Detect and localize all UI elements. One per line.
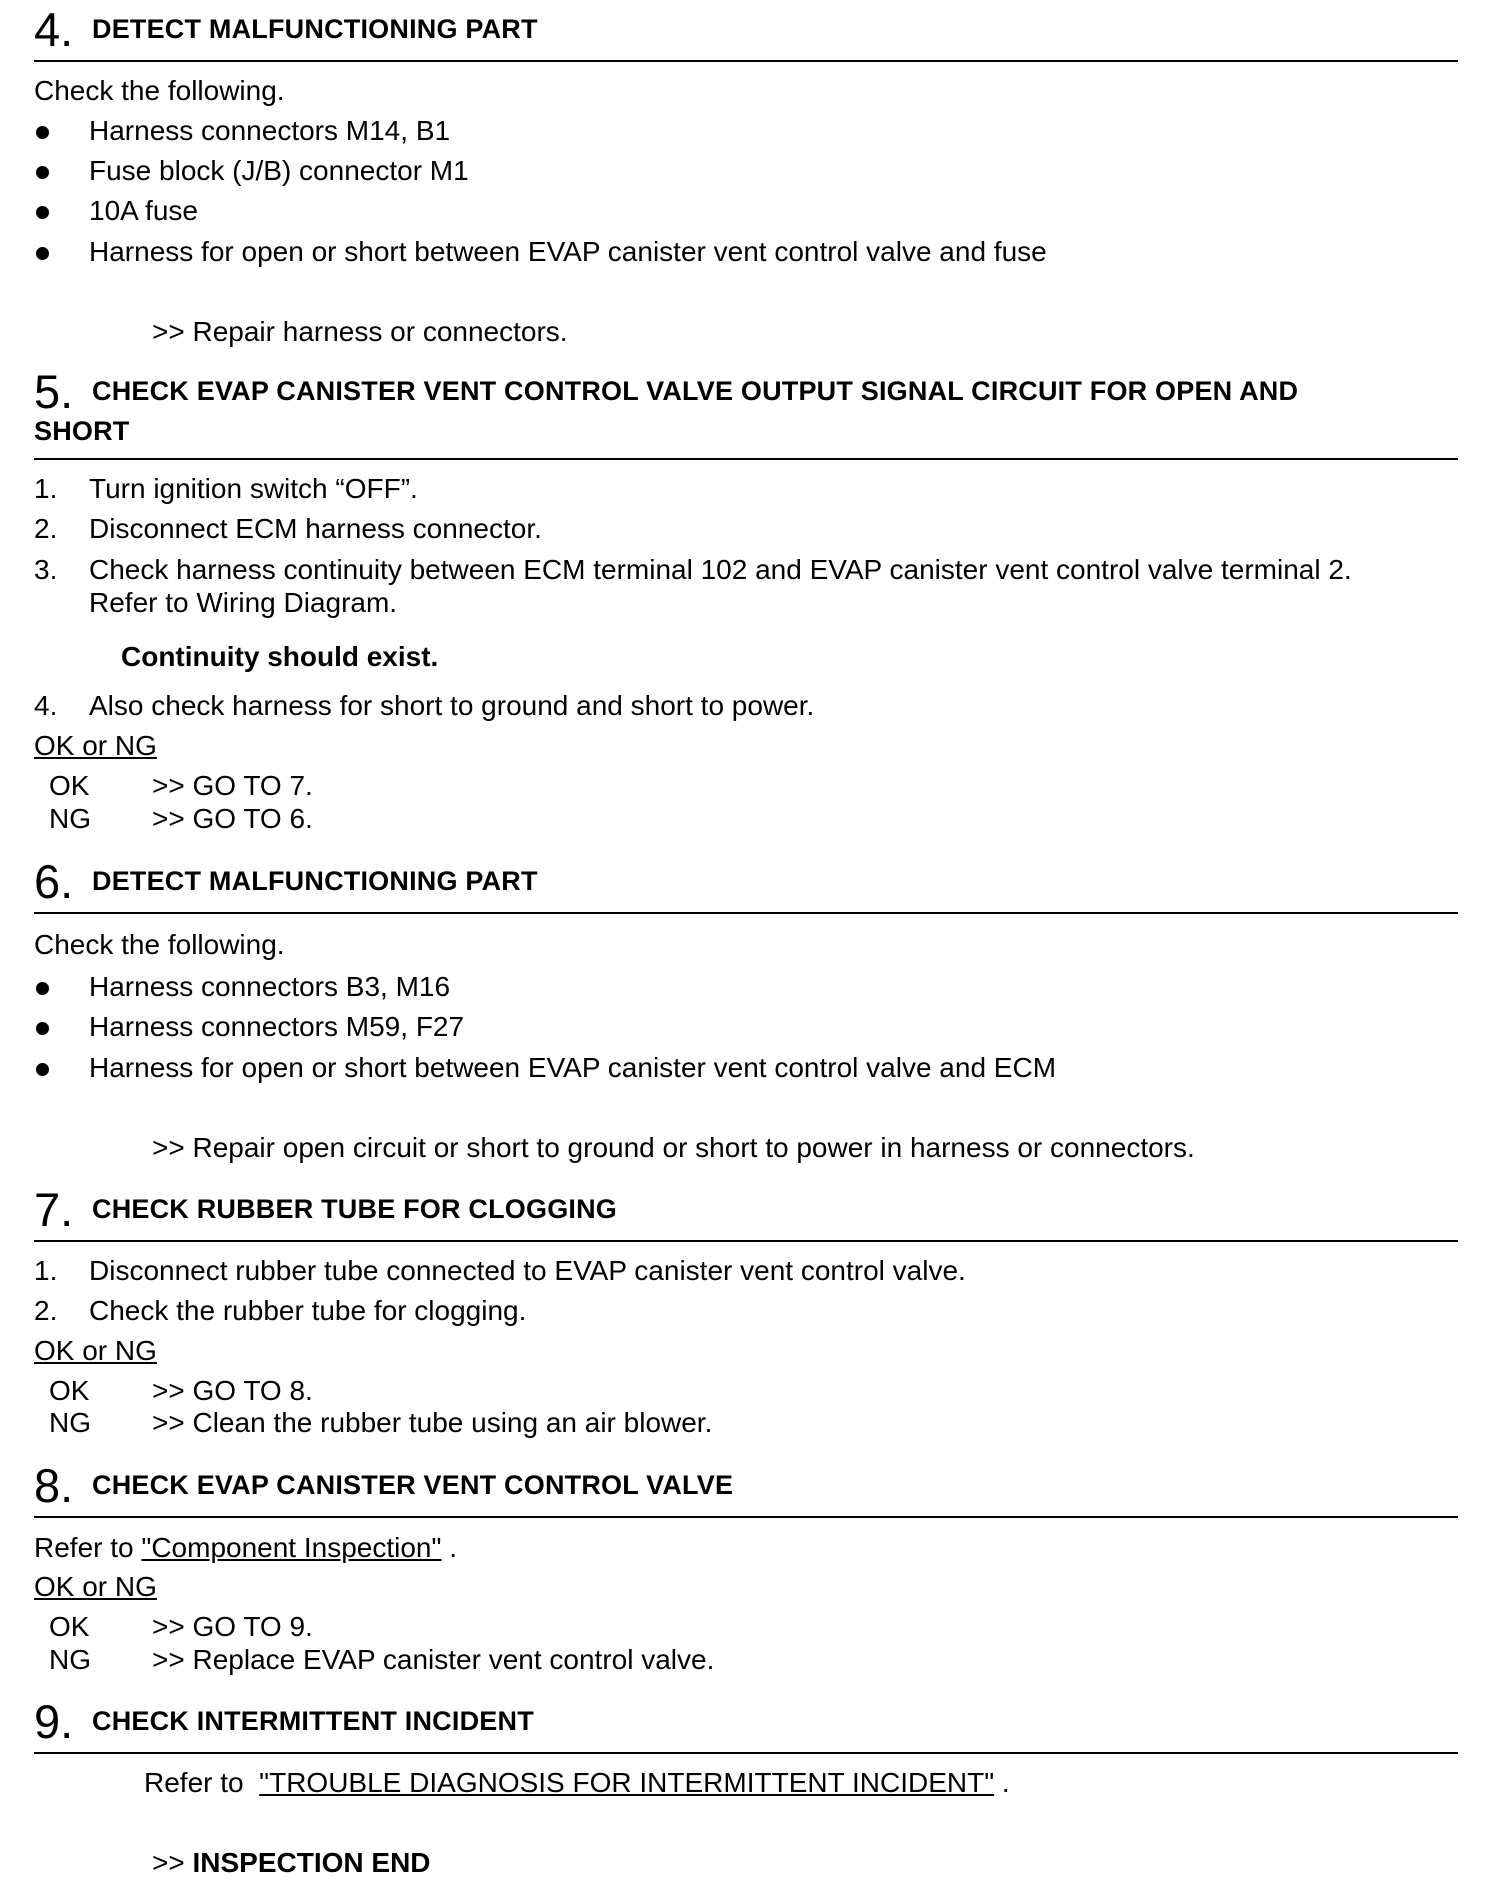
outcome-value: >> GO TO 8. [152,1375,313,1406]
section-8-header [34,1456,1458,1518]
reference-prefix: Refer to [144,1767,260,1798]
reference-suffix: . [441,1532,458,1563]
list-item: Harness connectors M59, F27 [89,1011,465,1042]
list-item: Harness for open or short between EVAP canister vent control valve and fuse [89,236,1047,267]
ok-ng-label: OK or NG [34,1571,157,1602]
reference-prefix: Refer to [34,1532,142,1563]
section-result: >> Repair open circuit or short to ground or short to power in harness or connectors. [152,1132,1195,1163]
outcome-key: OK [49,1375,90,1406]
list-item: Harness connectors B3, M16 [89,971,451,1002]
spec-note: Continuity should exist. [121,641,439,672]
section-title: CHECK EVAP CANISTER VENT CONTROL VALVE OUTPUT SIGNAL CIRCUIT FOR OPEN AND [92,376,1299,406]
bullet-icon [36,126,49,139]
section-number: 7. [34,1183,74,1236]
section-intro: Check the following. [34,929,285,960]
section-title: DETECT MALFUNCTIONING PART [92,14,538,44]
intermittent-incident-link[interactable]: "TROUBLE DIAGNOSIS FOR INTERMITTENT INCIDENT" [259,1767,995,1798]
step-text: Turn ignition switch “OFF”. [89,473,418,504]
section-title: CHECK INTERMITTENT INCIDENT [92,1706,534,1736]
section-6-header [34,852,1458,914]
list-item: Fuse block (J/B) connector M1 [89,155,469,186]
outcome-key: NG [49,1644,91,1675]
end-label: INSPECTION END [192,1847,431,1878]
bullet-icon [36,982,49,995]
component-inspection-link[interactable]: "Component Inspection" [141,1532,442,1563]
ok-ng-label: OK or NG [34,1335,157,1366]
reference-suffix: . [994,1767,1010,1798]
outcome-value: >> GO TO 9. [152,1611,313,1642]
section-title: DETECT MALFUNCTIONING PART [92,866,538,896]
outcome-key: OK [49,1611,90,1642]
step-text: Disconnect ECM harness connector. [89,513,542,544]
section-number: 6. [34,855,74,908]
section-9-header [34,1692,1458,1754]
ok-ng-label: OK or NG [34,730,157,761]
section-intro: Check the following. [34,75,285,106]
section-number: 5. [34,365,74,418]
outcome-value: >> Replace EVAP canister vent control valve. [152,1644,715,1675]
section-4-header [34,0,1458,62]
reference-line [34,1531,457,1565]
bullet-icon [36,1022,49,1035]
outcome-value: >> GO TO 7. [152,770,313,801]
step-number: 1. [34,473,58,504]
section-title: CHECK EVAP CANISTER VENT CONTROL VALVE [92,1470,734,1500]
outcome-key: NG [49,803,91,834]
step-number: 3. [34,554,58,585]
step-number: 4. [34,690,58,721]
section-5-header [34,362,1458,460]
step-number: 1. [34,1255,58,1286]
section-number: 9. [34,1695,74,1748]
section-7-header [34,1180,1458,1242]
bullet-icon [36,206,49,219]
step-number: 2. [34,513,58,544]
section-title: CHECK RUBBER TUBE FOR CLOGGING [92,1194,617,1224]
outcome-value: >> GO TO 6. [152,803,313,834]
section-number: 4. [34,3,74,56]
section-result: >> Repair harness or connectors. [152,316,568,347]
bullet-icon [36,247,49,260]
section-title-continued: SHORT [34,416,130,446]
step-text: Also check harness for short to ground and short to power. [89,690,815,721]
bullet-icon [36,166,49,179]
list-item: 10A fuse [89,195,198,226]
end-prefix: >> [152,1847,193,1878]
step-text: Check the rubber tube for clogging. [89,1295,527,1326]
outcome-key: OK [49,770,90,801]
step-text: Disconnect rubber tube connected to EVAP canister vent control valve. [89,1255,966,1286]
outcome-value: >> Clean the rubber tube using an air blower. [152,1407,713,1438]
step-text: Check harness continuity between ECM terminal 102 and EVAP canister vent control valve terminal 2. [89,554,1352,585]
list-item: Harness for open or short between EVAP canister vent control valve and ECM [89,1052,1057,1083]
step-text-continued: Refer to Wiring Diagram. [89,587,398,618]
inspection-end [152,1846,431,1880]
list-item: Harness connectors M14, B1 [89,115,451,146]
bullet-icon [36,1063,49,1076]
outcome-key: NG [49,1407,91,1438]
step-number: 2. [34,1295,58,1326]
reference-line [144,1766,1010,1800]
section-number: 8. [34,1459,74,1512]
